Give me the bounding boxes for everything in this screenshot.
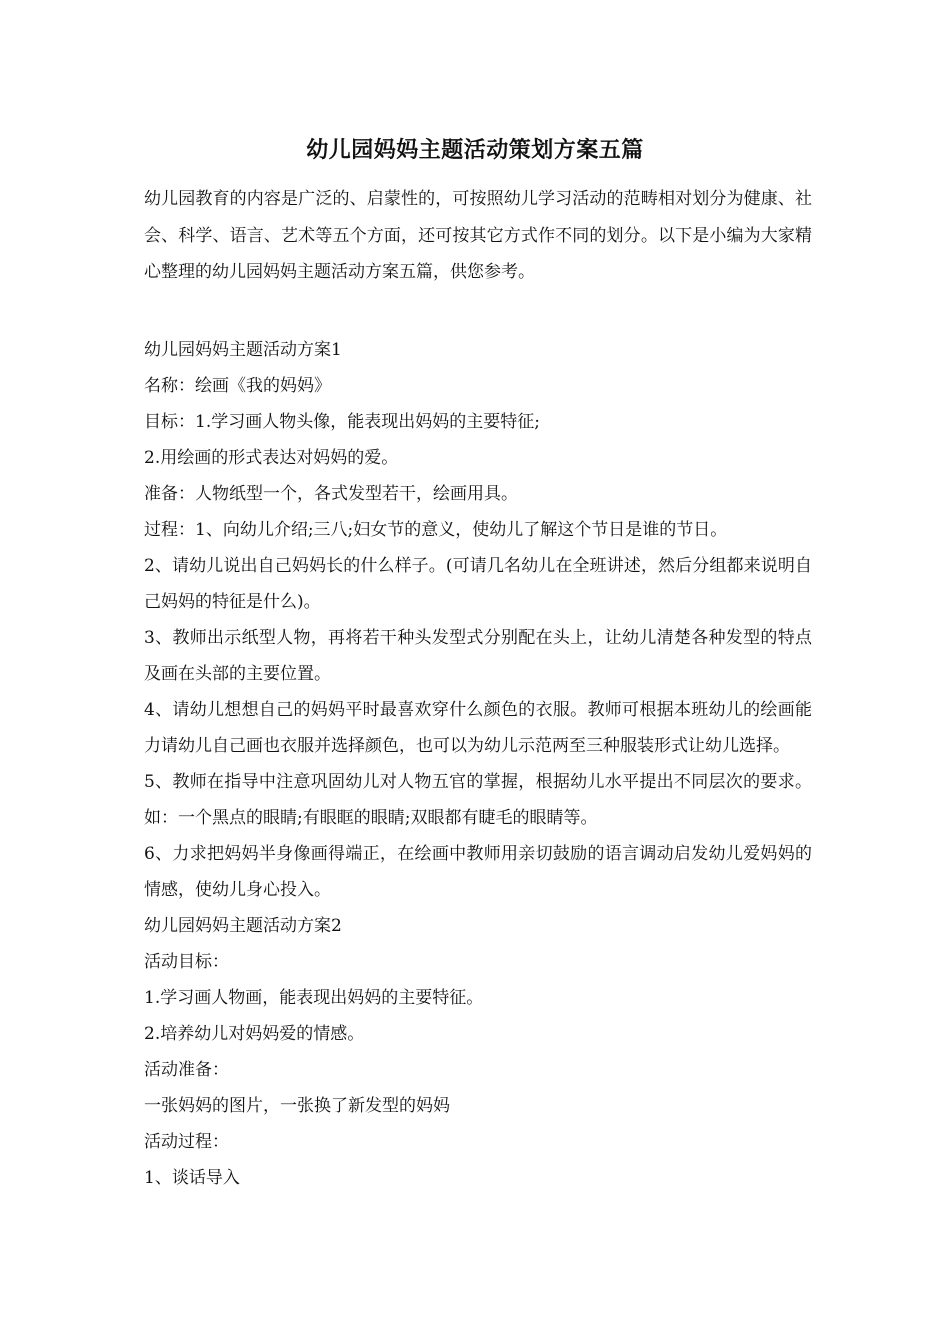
section-heading-2: 幼儿园妈妈主题活动方案2 [144, 915, 342, 936]
activity-goals-label: 活动目标： [144, 951, 229, 972]
document-body [144, 181, 812, 1196]
intro-paragraph: 幼儿园教育的内容是广泛的、启蒙性的，可按照幼儿学习活动的范畴相对划分为健康、社会、科学、语言、艺术等五个方面，还可按其它方式作不同的划分。以下是小编为大家精心整理的幼儿园妈妈主题活动方案五篇，供您参考。 [144, 189, 812, 282]
activity-goal-2: 2.培养幼儿对妈妈爱的情感。 [144, 1023, 365, 1044]
section-heading-1: 幼儿园妈妈主题活动方案1 [144, 339, 342, 360]
process-step-3: 3、教师出示纸型人物，再将若干种头发型式分别配在头上，让幼儿清楚各种发型的特点及画在头部的主要位置。 [144, 627, 812, 684]
activity-prep-text: 一张妈妈的图片，一张换了新发型的妈妈 [144, 1095, 450, 1116]
activity-goal-1: 1.学习画人物画，能表现出妈妈的主要特征。 [144, 987, 484, 1008]
process-step-2: 2、请幼儿说出自己妈妈长的什么样子。(可请几名幼儿在全班讲述，然后分组都来说明自己妈妈的特征是什么)。 [144, 555, 812, 612]
process-step-4: 4、请幼儿想想自己的妈妈平时最喜欢穿什么颜色的衣服。教师可根据本班幼儿的绘画能力请幼儿自己画也衣服并选择颜色，也可以为幼儿示范两至三种服装形式让幼儿选择。 [144, 699, 812, 756]
process-step-5: 5、教师在指导中注意巩固幼儿对人物五官的掌握，根据幼儿水平提出不同层次的要求。如：一个黑点的眼睛;有眼眶的眼睛;双眼都有睫毛的眼睛等。 [144, 771, 812, 828]
activity-process-label: 活动过程： [144, 1131, 229, 1152]
paragraph-spacer [144, 291, 812, 332]
goal-line-2: 2.用绘画的形式表达对妈妈的爱。 [144, 447, 399, 468]
document-title: 幼儿园妈妈主题活动策划方案五篇 [306, 137, 644, 163]
process-step-6: 6、力求把妈妈半身像画得端正，在绘画中教师用亲切鼓励的语言调动启发幼儿爱妈妈的情感，使幼儿身心投入。 [144, 843, 812, 900]
activity-name: 名称：绘画《我的妈妈》 [144, 375, 331, 396]
preparation-line: 准备：人物纸型一个，各式发型若干，绘画用具。 [144, 483, 518, 504]
activity-process-step-1: 1、谈话导入 [144, 1167, 240, 1188]
goal-line-1: 目标：1.学习画人物头像，能表现出妈妈的主要特征; [144, 411, 540, 432]
process-step-1: 过程：1、向幼儿介绍;三八;妇女节的意义，使幼儿了解这个节日是谁的节日。 [144, 519, 728, 540]
activity-prep-label: 活动准备： [144, 1059, 229, 1080]
